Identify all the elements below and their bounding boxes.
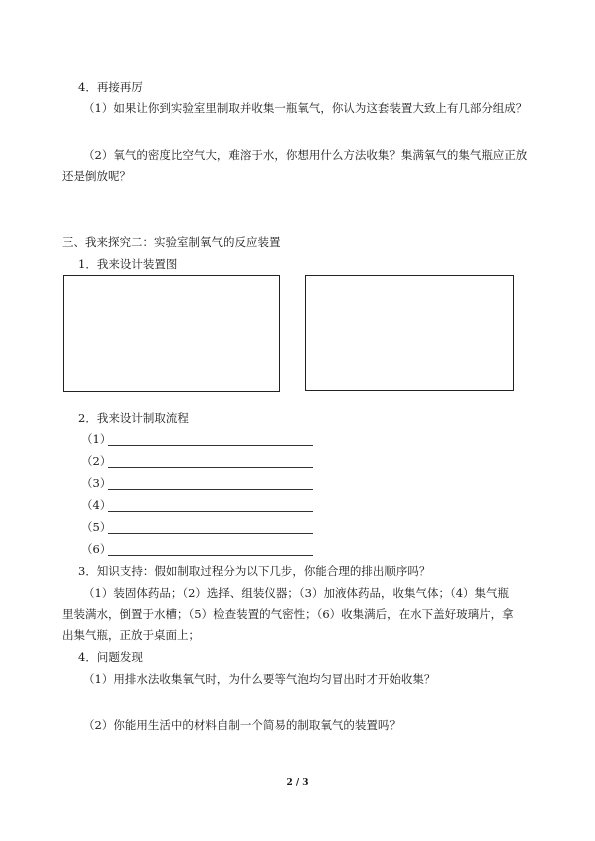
subheading-design-process: 2．我来设计制取流程	[78, 411, 189, 425]
step-number: （5）	[81, 520, 112, 534]
question-text-continued: 还是倒放呢？	[62, 169, 131, 183]
answer-blank[interactable]	[108, 445, 313, 446]
question-text: （2）氧气的密度比空气大，难溶于水，你想用什么方法收集？集满氧气的集气瓶应正放	[83, 148, 528, 162]
answer-blank[interactable]	[108, 489, 313, 490]
step-number: （4）	[81, 498, 112, 512]
answer-blank[interactable]	[108, 555, 313, 556]
section-heading-4: 4．再接再厉	[78, 80, 143, 94]
drawing-box-right[interactable]	[305, 275, 514, 391]
subheading-problem-discovery: 4．问题发现	[78, 650, 143, 664]
question-text: （2）你能用生活中的材料自制一个简易的制取氧气的装置吗？	[83, 718, 401, 732]
drawing-box-left[interactable]	[63, 275, 280, 392]
answer-blank[interactable]	[108, 467, 313, 468]
knowledge-text: （1）装固体药品；（2）选择、组装仪器；（3）加液体药品，收集气体；（4）集气瓶	[83, 586, 510, 600]
question-text: （1）用排水法收集氧气时，为什么要等气泡均匀冒出时才开始收集？	[83, 672, 436, 686]
page-number: 2 / 3	[286, 778, 309, 788]
step-number: （3）	[81, 476, 112, 490]
subheading-design-diagram: 1．我来设计装置图	[78, 257, 178, 271]
step-number: （6）	[81, 542, 112, 556]
knowledge-text-continued: 里装满水，倒置于水槽；（5）检查装置的气密性；（6）收集满后，在水下盖好玻璃片，拿	[62, 607, 514, 621]
step-number: （2）	[81, 454, 112, 468]
answer-blank[interactable]	[108, 533, 313, 534]
knowledge-text-continued: 出集气瓶，正放于桌面上；	[62, 628, 200, 642]
section-heading-3: 三、我来探究二：实验室制氧气的反应装置	[62, 235, 281, 249]
step-number: （1）	[81, 432, 112, 446]
subheading-knowledge-support: 3．知识支持：假如制取过程分为以下几步，你能合理的排出顺序吗？	[78, 564, 431, 578]
answer-blank[interactable]	[108, 511, 313, 512]
question-text: （1）如果让你到实验室里制取并收集一瓶氧气，你认为这套装置大致上有几部分组成？	[83, 101, 528, 115]
